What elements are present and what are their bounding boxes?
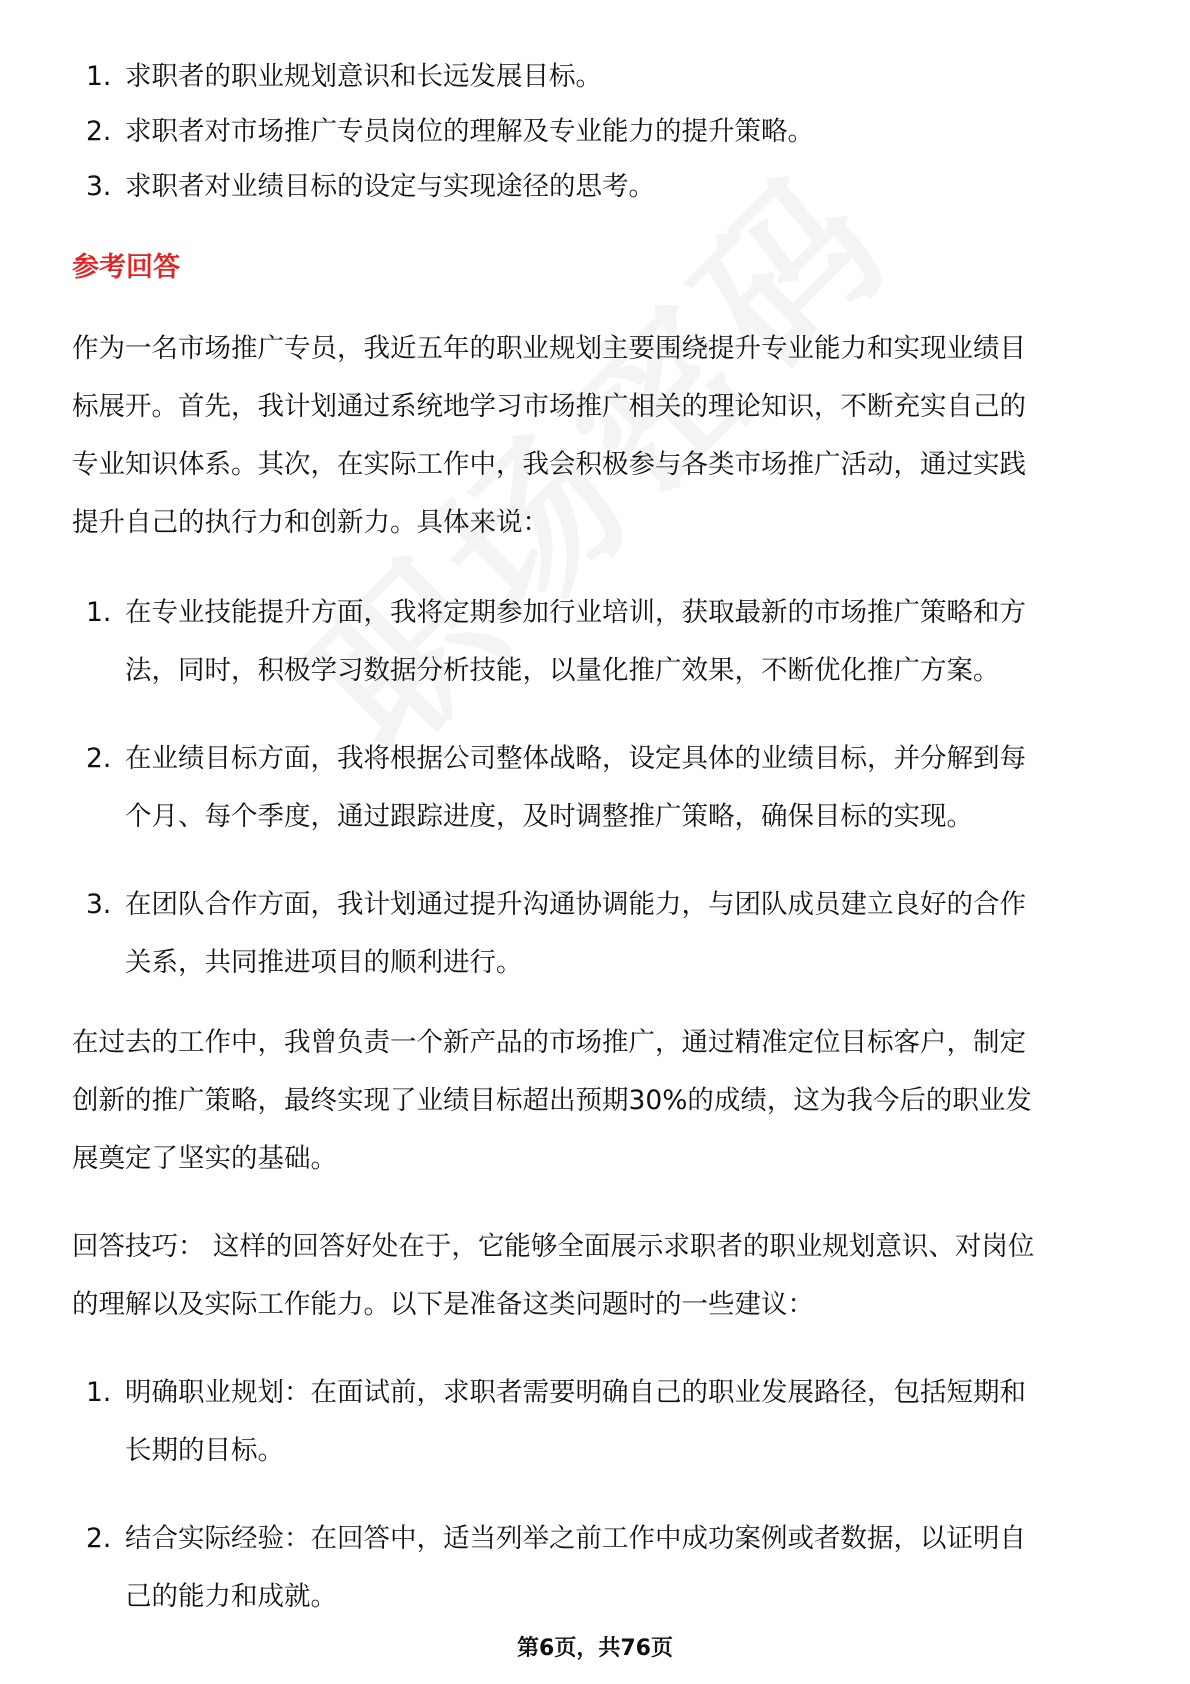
tips-paragraph <box>72 1218 1132 1334</box>
list-line: 在业绩目标方面，我将根据公司整体战略，设定具体的业绩目标，并分解到每 <box>125 743 1026 774</box>
paragraph-line: 提升自己的执行力和创新力。具体来说： <box>72 507 549 538</box>
paragraph-line: 的理解以及实际工作能力。以下是准备这类问题时的一些建议： <box>72 1289 814 1320</box>
list-number: 1. <box>86 597 112 628</box>
paragraph-line: 标展开。首先，我计划通过系统地学习市场推广相关的理论知识，不断充实自己的 <box>72 391 1026 422</box>
intro-paragraph <box>72 320 1132 552</box>
list-text: 求职者对业绩目标的设定与实现途径的思考。 <box>125 171 655 202</box>
paragraph-line: 在过去的工作中，我曾负责一个新产品的市场推广，通过精准定位目标客户，制定 <box>72 1027 1026 1058</box>
paragraph-line: 回答技巧： 这样的回答好处在于，它能够全面展示求职者的职业规划意识、对岗位 <box>72 1231 1035 1262</box>
list-number: 1. <box>86 1377 112 1408</box>
list-text <box>125 1510 1125 1626</box>
list-line: 结合实际经验：在回答中，适当列举之前工作中成功案例或者数据，以证明自 <box>125 1523 1026 1554</box>
list-text <box>125 1364 1125 1480</box>
answer-heading: 参考回答 <box>72 252 180 283</box>
list-text <box>125 730 1125 846</box>
list-line: 在专业技能提升方面，我将定期参加行业培训，获取最新的市场推广策略和方 <box>125 597 1026 628</box>
paragraph-line: 创新的推广策略，最终实现了业绩目标超出预期30%的成绩，这为我今后的职业发 <box>72 1085 1032 1116</box>
list-number: 3. <box>86 889 112 920</box>
list-number: 2. <box>86 1523 112 1554</box>
list-text <box>125 876 1125 992</box>
list-number: 2. <box>86 116 112 147</box>
list-text: 求职者的职业规划意识和长远发展目标。 <box>125 61 602 92</box>
list-line: 个月、每个季度，通过跟踪进度，及时调整推广策略，确保目标的实现。 <box>125 801 973 832</box>
list-line: 明确职业规划：在面试前，求职者需要明确自己的职业发展路径，包括短期和 <box>125 1377 1026 1408</box>
paragraph-line: 专业知识体系。其次，在实际工作中，我会积极参与各类市场推广活动，通过实践 <box>72 449 1026 480</box>
list-text <box>125 584 1125 700</box>
page-footer: 第6页，共76页 <box>517 1636 673 1661</box>
list-line: 己的能力和成就。 <box>125 1581 337 1612</box>
paragraph-line: 展奠定了坚实的基础。 <box>72 1143 337 1174</box>
list-number: 2. <box>86 743 112 774</box>
paragraph-line: 作为一名市场推广专员，我近五年的职业规划主要围绕提升专业能力和实现业绩目 <box>72 333 1026 364</box>
list-line: 长期的目标。 <box>125 1435 284 1466</box>
past-experience-paragraph <box>72 1014 1132 1188</box>
list-line: 关系，共同推进项目的顺利进行。 <box>125 947 523 978</box>
list-number: 1. <box>86 61 112 92</box>
list-line: 在团队合作方面，我计划通过提升沟通协调能力，与团队成员建立良好的合作 <box>125 889 1026 920</box>
list-number: 3. <box>86 171 112 202</box>
list-line: 法，同时，积极学习数据分析技能，以量化推广效果，不断优化推广方案。 <box>125 655 1000 686</box>
list-text: 求职者对市场推广专员岗位的理解及专业能力的提升策略。 <box>125 116 814 147</box>
